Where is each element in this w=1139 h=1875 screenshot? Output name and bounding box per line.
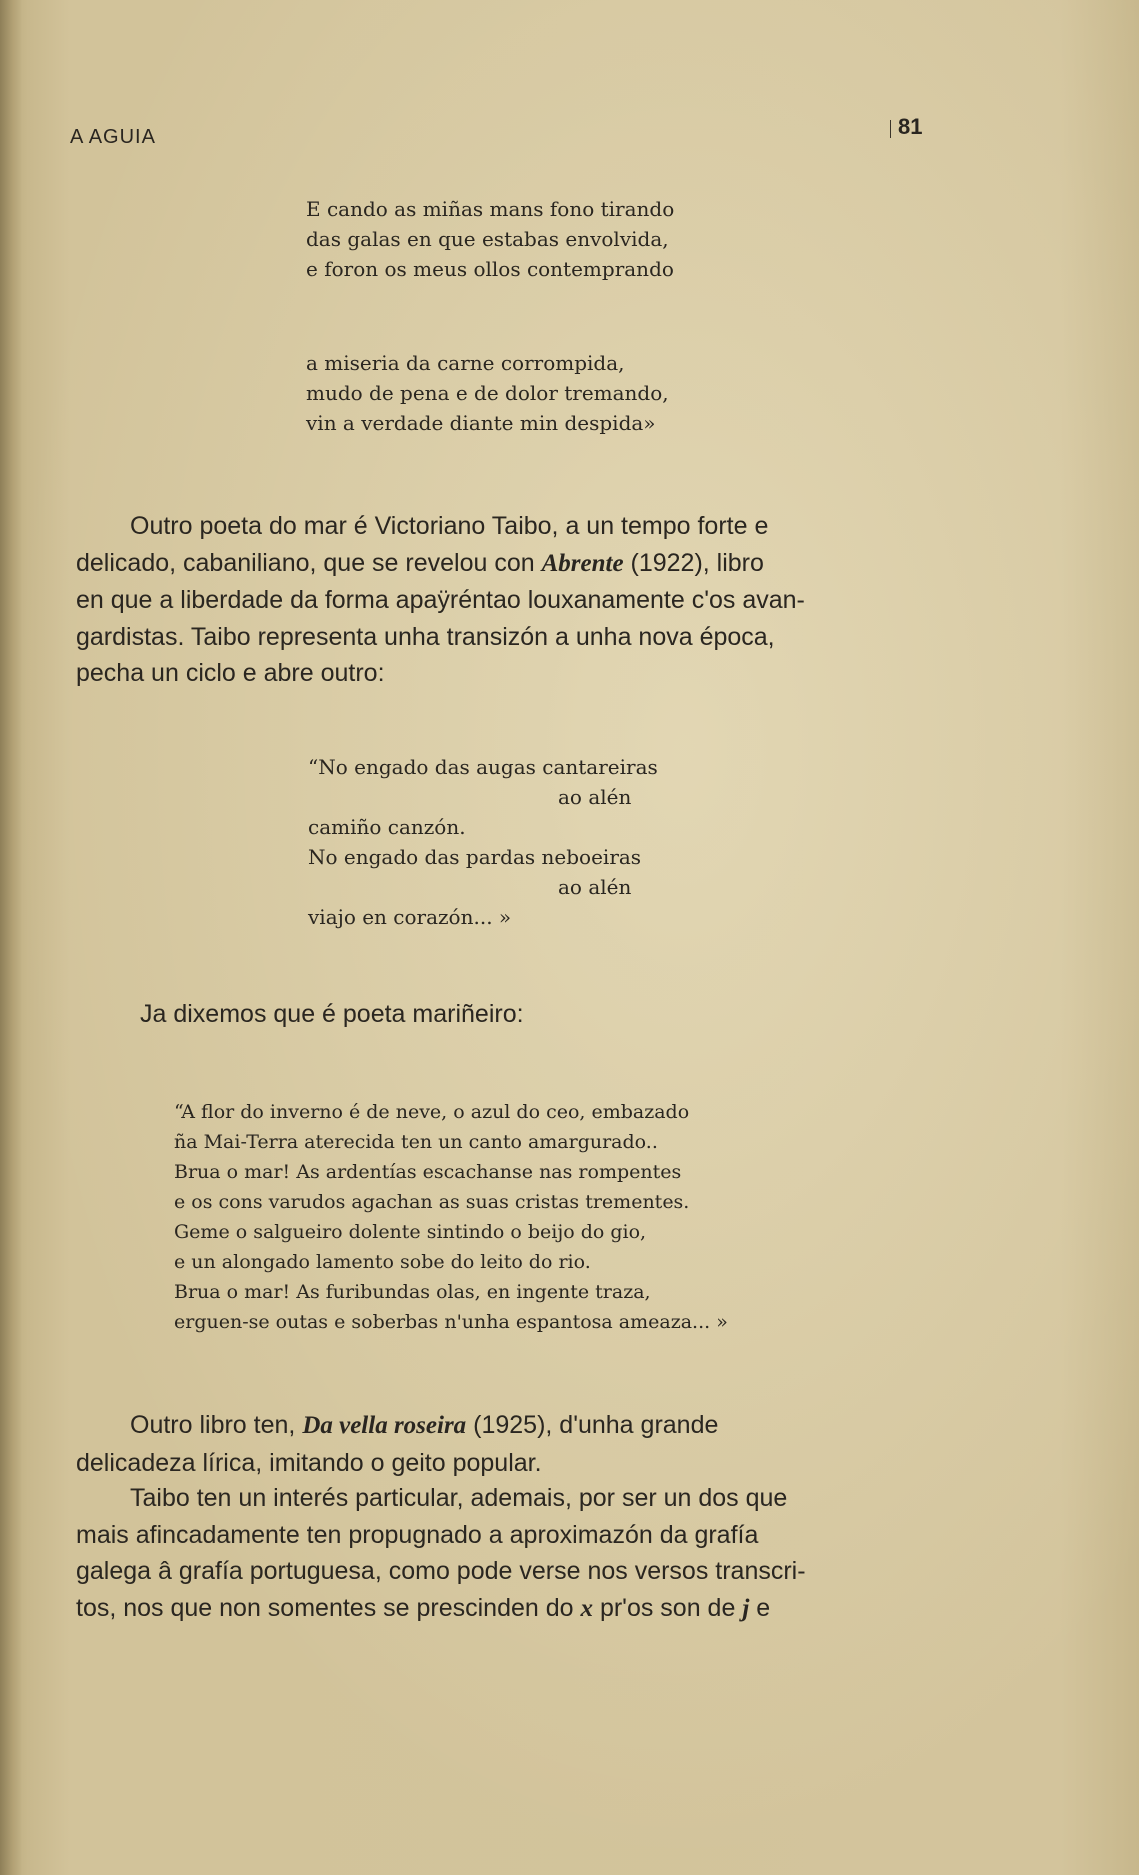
paragraph-taibo xyxy=(76,508,932,692)
verse-line: Brua o mar! As furibundas olas, en ingente traza, xyxy=(174,1281,651,1303)
text-fragment: Outro libro ten, xyxy=(130,1411,296,1439)
verse-line: e un alongado lamento sobe do leito do rio. xyxy=(174,1251,591,1273)
verse-line: vin a verdade diante min despida» xyxy=(306,411,656,435)
verse-line: ña Mai-Terra aterecida ten un canto amargurado.. xyxy=(174,1131,658,1153)
text-line: Outro poeta do mar é Victoriano Taibo, a un tempo forte e xyxy=(130,512,769,540)
text-fragment: (1922), libro xyxy=(630,548,764,577)
verse-line: e foron os meus ollos contemprando xyxy=(306,257,674,281)
verse-line: “No engado das augas cantareiras xyxy=(308,755,658,779)
text-line: galega â grafía portuguesa, como pode verse nos versos transcri- xyxy=(76,1557,806,1585)
verse-line: e os cons varudos agachan as suas cristas trementes. xyxy=(174,1191,690,1213)
text-line xyxy=(76,1407,932,1445)
text-fragment: (1925), d'unha grande xyxy=(473,1411,719,1439)
verse-line: Geme o salgueiro dolente sintindo o beijo do gio, xyxy=(174,1221,647,1243)
verse-block-1 xyxy=(306,194,674,284)
text-line: en que a liberdade da forma apaÿréntao louxanamente c'os avan- xyxy=(76,586,805,614)
paragraph-roseira xyxy=(76,1407,932,1481)
text-line xyxy=(76,1590,932,1628)
book-title-da-vella-roseira: Da vella roseira xyxy=(302,1412,467,1439)
text-line: gardistas. Taibo representa unha transizón a unha nova época, xyxy=(76,622,775,651)
letter-j: j xyxy=(742,1594,750,1622)
verse-line: “A flor do inverno é de neve, o azul do ceo, embazado xyxy=(174,1101,690,1123)
text-fragment: pr'os son de xyxy=(599,1593,736,1622)
text-line xyxy=(76,545,932,583)
verse-line: E cando as miñas mans fono tirando xyxy=(306,197,675,221)
text-fragment: e xyxy=(756,1593,771,1622)
book-title-abrente: Abrente xyxy=(541,549,624,577)
text-fragment: tos, nos que non somentes se prescinden do xyxy=(76,1593,574,1622)
verse-line: ao alén xyxy=(558,785,632,809)
paragraph-grafia xyxy=(76,1480,932,1627)
text-line: Taibo ten un interés particular, ademais, por ser un dos que xyxy=(130,1484,788,1512)
text-line: mais afincadamente ten propugnado a aproximazón da grafía xyxy=(76,1520,759,1549)
verse-line: viajo en corazón... » xyxy=(308,905,512,929)
verse-block-3 xyxy=(174,1097,728,1337)
verse-line: das galas en que estabas envolvida, xyxy=(306,227,669,251)
verse-line: ao alén xyxy=(558,875,632,899)
verse-block-2 xyxy=(308,752,658,932)
verse-line: No engado das pardas neboeiras xyxy=(308,845,642,869)
verse-line: mudo de pena e de dolor tremando, xyxy=(306,381,669,405)
verse-line: Brua o mar! As ardentías escachanse nas rompentes xyxy=(174,1161,682,1183)
running-head: A AGUIA xyxy=(70,126,156,148)
text-fragment: delicado, cabaniliano, que se revelou con xyxy=(76,548,535,577)
intro-line: Ja dixemos que é poeta mariñeiro: xyxy=(140,1000,524,1028)
verse-line: a miseria da carne corrompida, xyxy=(306,351,625,375)
verse-line: camiño canzón. xyxy=(308,815,466,839)
letter-x: x xyxy=(580,1594,593,1622)
text-line: delicadeza lírica, imitando o geito popular. xyxy=(76,1448,542,1477)
binding-edge xyxy=(0,0,22,1875)
verse-line: erguen-se outas e soberbas n'unha espantosa ameaza... » xyxy=(174,1311,728,1333)
text-line: pecha un ciclo e abre outro: xyxy=(76,659,385,687)
verse-block-1b xyxy=(306,348,669,438)
page-number: 81 xyxy=(898,114,923,139)
